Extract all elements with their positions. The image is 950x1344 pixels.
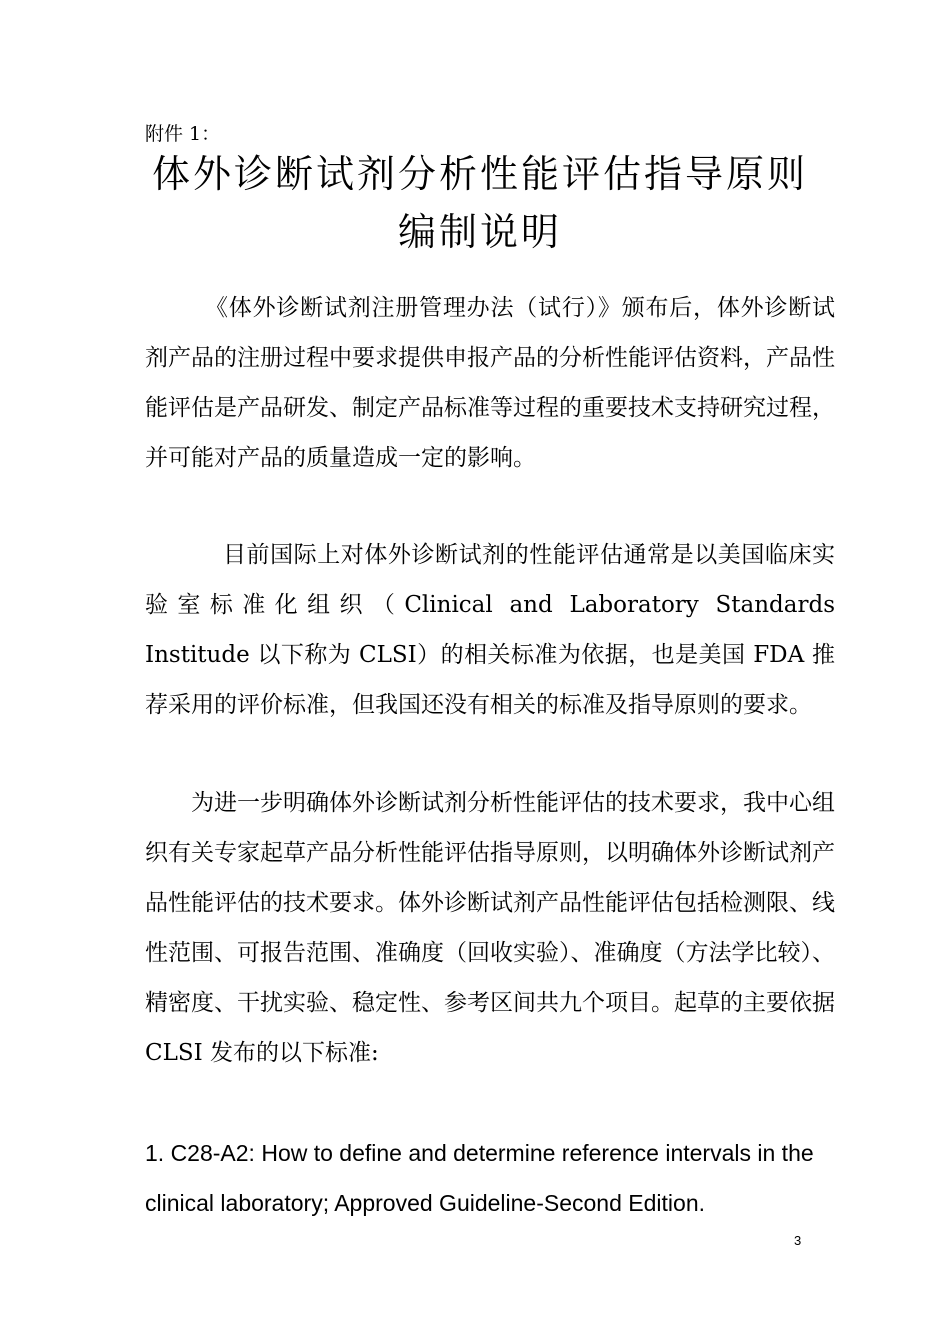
attachment-label: 附件 1： bbox=[145, 123, 221, 145]
body-paragraph-1: 《体外诊断试剂注册管理办法（试行）》颁布后，体外诊断试剂产品的注册过程中要求提供申报产品的分析性能评估资料，产品性能评估是产品研发、制定产品标准等过程的重要技术支持研究过程，并可能对产品的质量造成一定的影响。 bbox=[145, 295, 835, 471]
body-paragraph-3: 为进一步明确体外诊断试剂分析性能评估的技术要求，我中心组织有关专家起草产品分析性能评估指导原则，以明确体外诊断试剂产品性能评估的技术要求。体外诊断试剂产品性能评估包括检测限、线性范围、可报告范围、准确度（回收实验）、准确度（方法学比较）、精密度、干扰实验、稳定性、参考区间共九个项目。起草的主要依据 CLSI 发布的以下标准: bbox=[145, 790, 835, 1066]
document-title-line-1: 体外诊断试剂分析性能评估指导原则 bbox=[151, 152, 808, 196]
reference-item-1: 1. C28-A2: How to define and determine reference intervals in the clinical laboratory; Approved Guideline-Second Edition. bbox=[145, 1140, 814, 1216]
document-title-line-2: 编制说明 bbox=[397, 210, 562, 254]
body-paragraph-2: 目前国际上对体外诊断试剂的性能评估通常是以美国临床实验室标准化组织（Clinical and Laboratory Standards Institude 以下称为 CLSI）的相关标准为依据，也是美国 FDA 推荐采用的评价标准，但我国还没有相关的标准及指导原则的要求。 bbox=[145, 542, 835, 718]
page-number: 3 bbox=[794, 1233, 802, 1248]
